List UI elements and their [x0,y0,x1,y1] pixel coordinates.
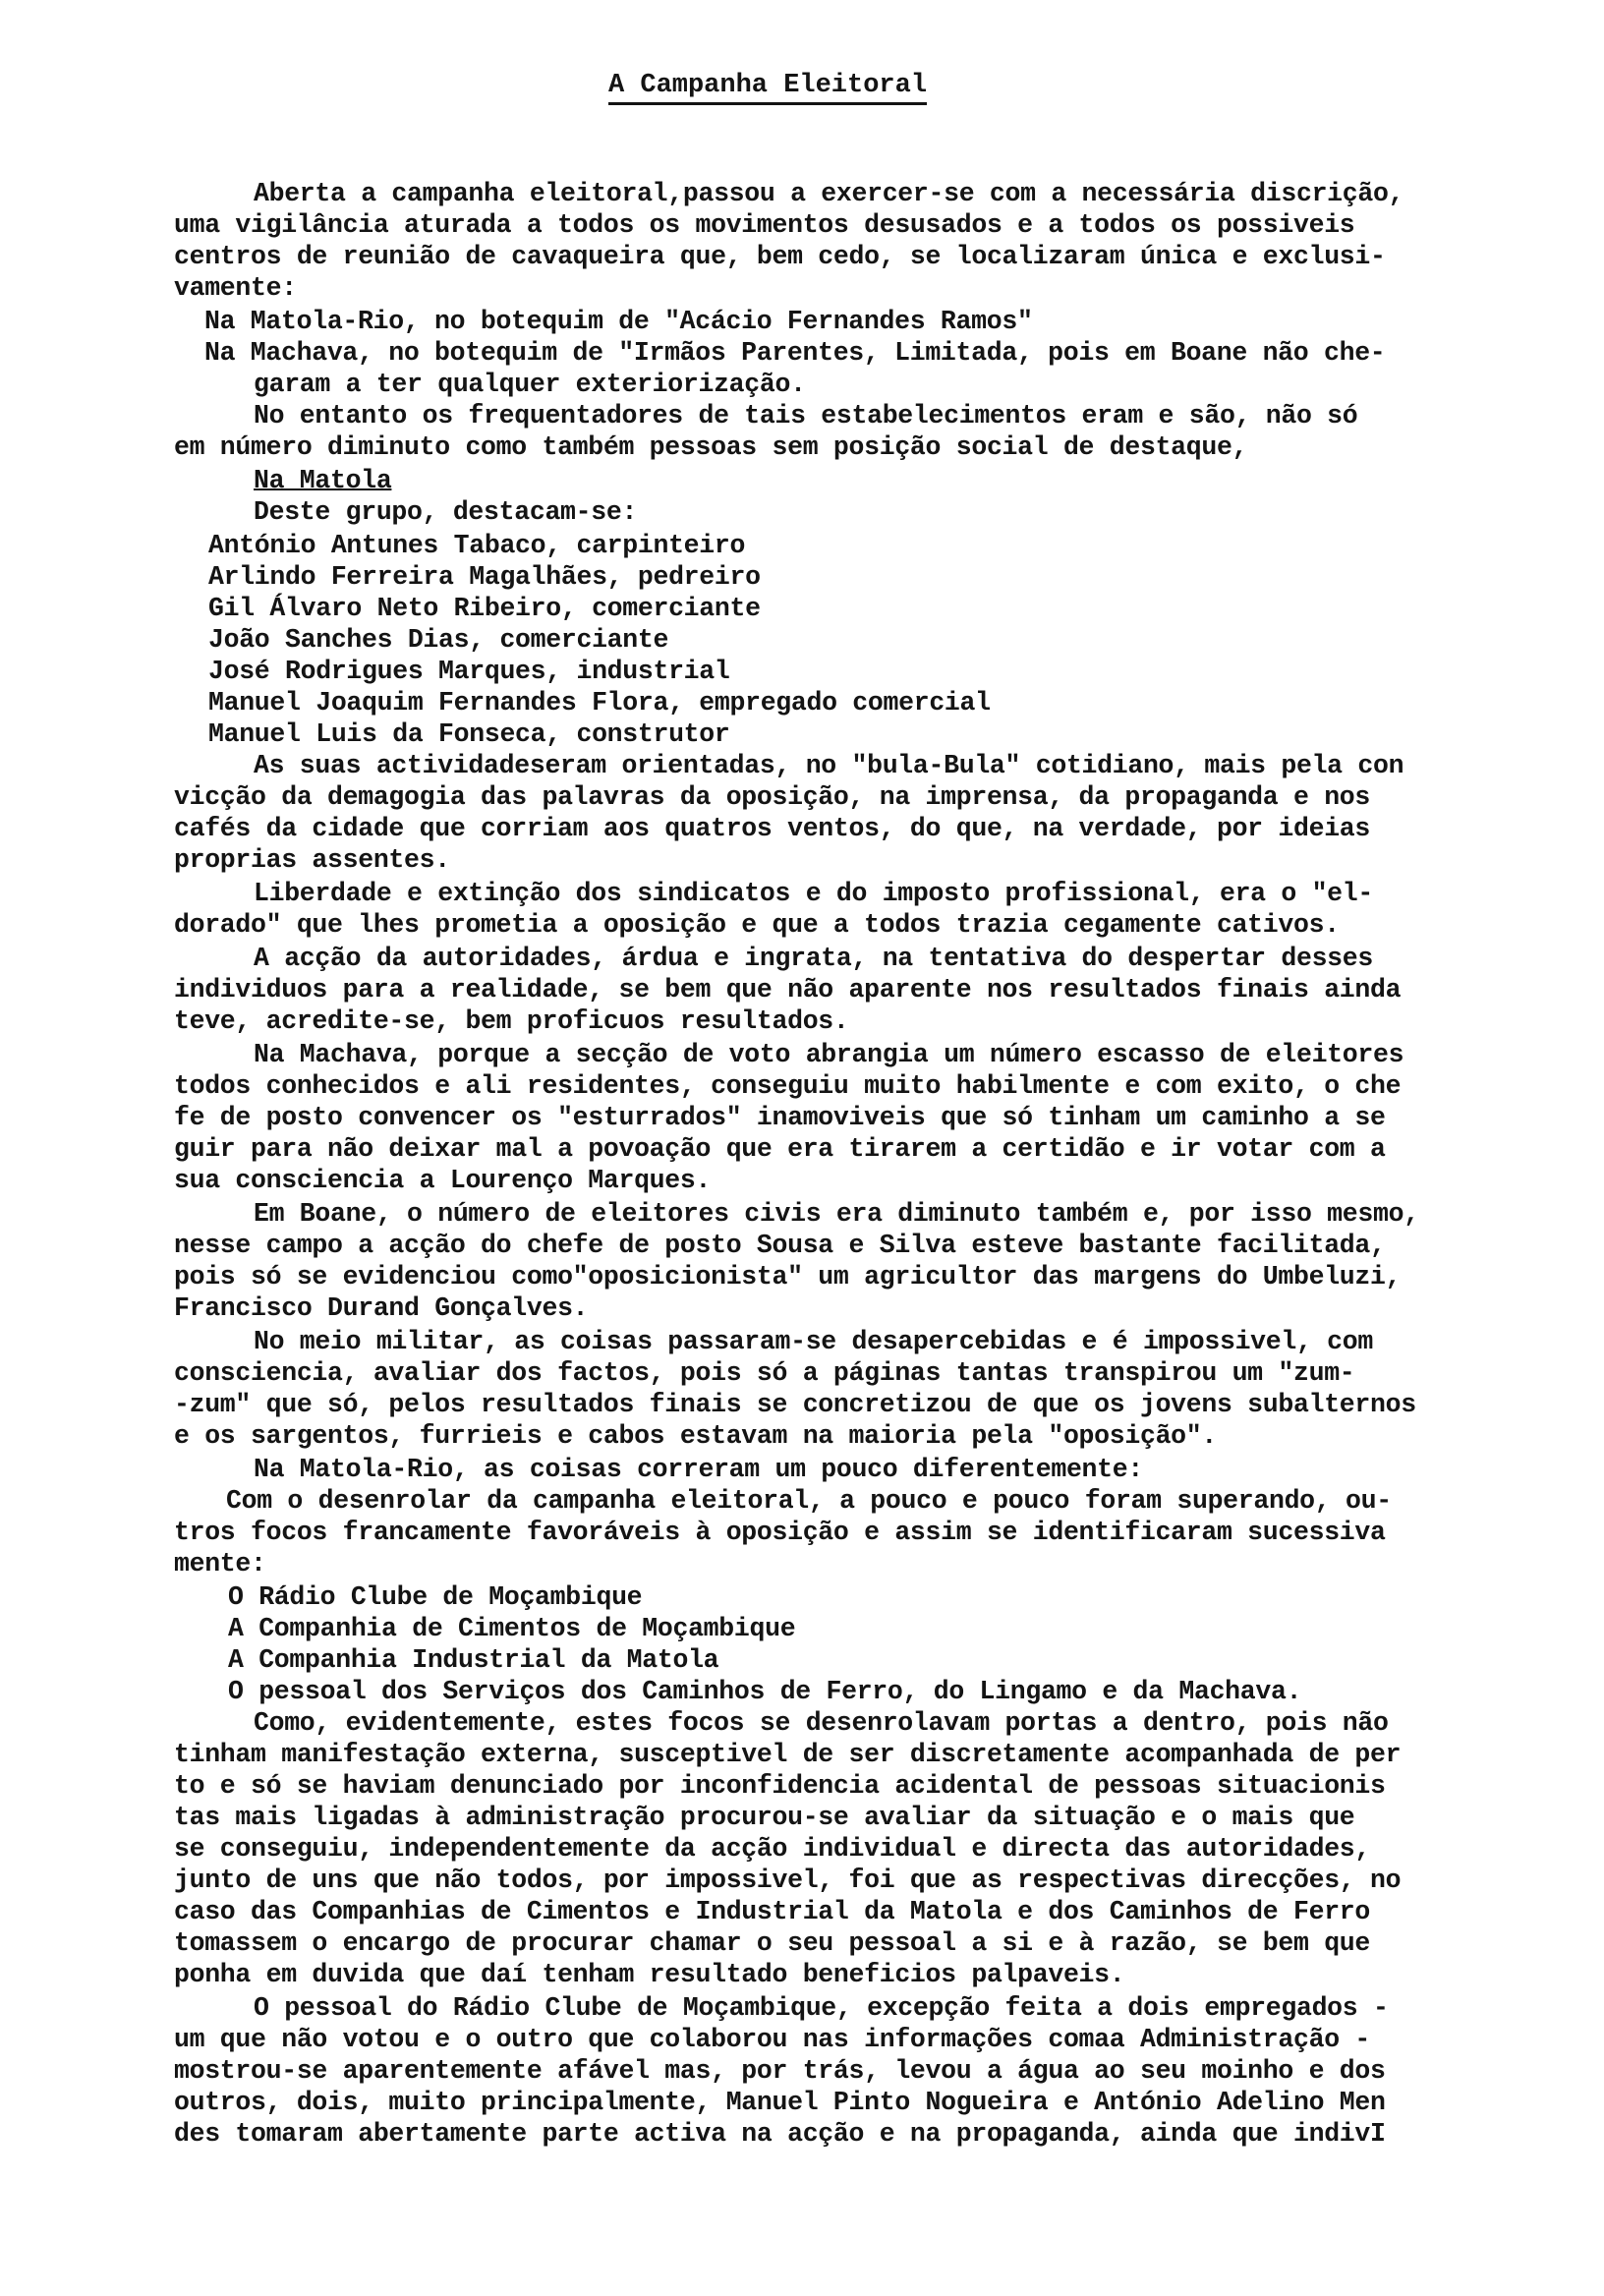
text-line: mente: [174,1549,266,1578]
text-line: João Sanches Dias, comerciante [208,625,669,655]
text-line: tinham manifestação externa, susceptivel de ser discretamente acompanhada de per [174,1740,1402,1769]
text-line: garam a ter qualquer exteriorização. [254,370,806,399]
text-line: centros de reunião de cavaqueira que, bem cedo, se localizaram única e exclusi- [174,242,1386,271]
text-line: fe de posto convencer os "esturrados" inamoviveis que só tinham um caminho a se [174,1103,1386,1132]
text-line: Francisco Durand Gonçalves. [174,1293,589,1323]
text-line: em número diminuto como também pessoas sem posição social de destaque, [174,432,1248,462]
text-line: sua consciencia a Lourenço Marques. [174,1166,712,1195]
text-line: Manuel Joaquim Fernandes Flora, empregado comercial [208,688,991,718]
text-line: dorado" que lhes prometia a oposição e que a todos trazia cegamente cativos. [174,910,1340,940]
text-line: O pessoal do Rádio Clube de Moçambique, excepção feita a dois empregados - [254,1993,1389,2023]
text-line: Na Matola [254,466,392,495]
text-line: Na Matola-Rio, as coisas correram um pouco diferentemente: [254,1455,1143,1484]
text-line: uma vigilância aturada a todos os movimentos desusados e a todos os possiveis [174,210,1355,240]
text-line: No entanto os frequentadores de tais estabelecimentos eram e são, não só [254,401,1358,430]
text-line: A Companhia de Cimentos de Moçambique [228,1614,796,1643]
text-line: Deste grupo, destacam-se: [254,497,638,527]
text-line: vicção da demagogia das palavras da oposição, na imprensa, da propaganda e nos [174,782,1371,812]
text-line: um que não votou e o outro que colaborou nas informações comaa Administração - [174,2025,1371,2054]
text-line: Como, evidentemente, estes focos se desenrolavam portas a dentro, pois não [254,1708,1389,1738]
text-line: e os sargentos, furrieis e cabos estavam na maioria pela "oposição". [174,1421,1217,1451]
text-line: tros focos francamente favoráveis à oposição e assim se identificaram sucessiva [174,1518,1386,1547]
text-line: junto de uns que não todos, por impossivel, foi que as respectivas direcções, no [174,1866,1402,1895]
text-line: Gil Álvaro Neto Ribeiro, comerciante [208,594,761,623]
text-line: Na Machava, porque a secção de voto abrangia um número escasso de eleitores [254,1040,1404,1069]
text-line: Liberdade e extinção dos sindicatos e do imposto profissional, era o "el- [254,879,1373,908]
text-line: Na Machava, no botequim de "Irmãos Parentes, Limitada, pois em Boane não che- [204,338,1386,368]
text-line: outros, dois, muito principalmente, Manuel Pinto Nogueira e António Adelino Men [174,2088,1386,2117]
text-line: As suas actividadeseram orientadas, no "bula-Bula" cotidiano, mais pela con [254,751,1404,780]
text-line: José Rodrigues Marques, industrial [208,657,730,686]
text-line: tomassem o encargo de procurar chamar o seu pessoal a si e à razão, se bem que [174,1928,1371,1958]
text-line: consciencia, avaliar dos factos, pois só a páginas tantas transpirou um "zum- [174,1358,1355,1388]
text-line: Arlindo Ferreira Magalhães, pedreiro [208,562,761,592]
text-line: A Companhia Industrial da Matola [228,1645,719,1675]
text-line: des tomaram abertamente parte activa na acção e na propaganda, ainda que indivI [174,2119,1386,2149]
text-line: No meio militar, as coisas passaram-se desapercebidas e é impossivel, com [254,1327,1373,1356]
text-line: pois só se evidenciou como"oposicionista" um agricultor das margens do Umbeluzi, [174,1262,1402,1292]
text-line: Com o desenrolar da campanha eleitoral, a pouco e pouco foram superando, ou- [226,1486,1392,1516]
text-line: Aberta a campanha eleitoral,passou a exercer-se com a necessária discrição, [254,179,1404,208]
text-line: Na Matola-Rio, no botequim de "Acácio Fernandes Ramos" [204,307,1033,336]
document-title: A Campanha Eleitoral [0,71,1604,100]
text-line: -zum" que só, pelos resultados finais se concretizou de que os jovens subalternos [174,1390,1416,1419]
text-line: se conseguiu, independentemente da acção individual e directa das autoridades, [174,1834,1371,1864]
text-line: Manuel Luis da Fonseca, construtor [208,719,730,749]
text-line: proprias assentes. [174,845,450,875]
text-line: O pessoal dos Serviços dos Caminhos de Ferro, do Lingamo e da Machava. [228,1677,1302,1706]
text-line: ponha em duvida que daí tenham resultado beneficios palpaveis. [174,1960,1125,1989]
text-line: O Rádio Clube de Moçambique [228,1582,643,1612]
text-line: caso das Companhias de Cimentos e Industrial da Matola e dos Caminhos de Ferro [174,1897,1371,1926]
text-line: tas mais ligadas à administração procurou-se avaliar da situação e o mais que [174,1803,1355,1832]
text-line: guir para não deixar mal a povoação que era tirarem a certidão e ir votar com a [174,1134,1386,1164]
text-line: A acção da autoridades, árdua e ingrata, na tentativa do despertar desses [254,944,1373,973]
text-line: teve, acredite-se, bem proficuos resultados. [174,1006,849,1036]
text-line: vamente: [174,273,297,303]
text-line: to e só se haviam denunciado por inconfidencia acidental de pessoas situacionis [174,1771,1386,1801]
text-line: nesse campo a acção do chefe de posto Sousa e Silva esteve bastante facilitada, [174,1231,1386,1260]
text-line: cafés da cidade que corriam aos quatros ventos, do que, na verdade, por ideias [174,814,1371,843]
text-line: Em Boane, o número de eleitores civis era diminuto também e, por isso mesmo, [254,1199,1419,1229]
text-line: mostrou-se aparentemente afável mas, por trás, levou a água ao seu moinho e dos [174,2056,1386,2086]
text-line: individuos para a realidade, se bem que não aparente nos resultados finais ainda [174,975,1402,1004]
text-line: António Antunes Tabaco, carpinteiro [208,531,746,560]
text-line: todos conhecidos e ali residentes, conseguiu muito habilmente e com exito, o che [174,1071,1402,1101]
